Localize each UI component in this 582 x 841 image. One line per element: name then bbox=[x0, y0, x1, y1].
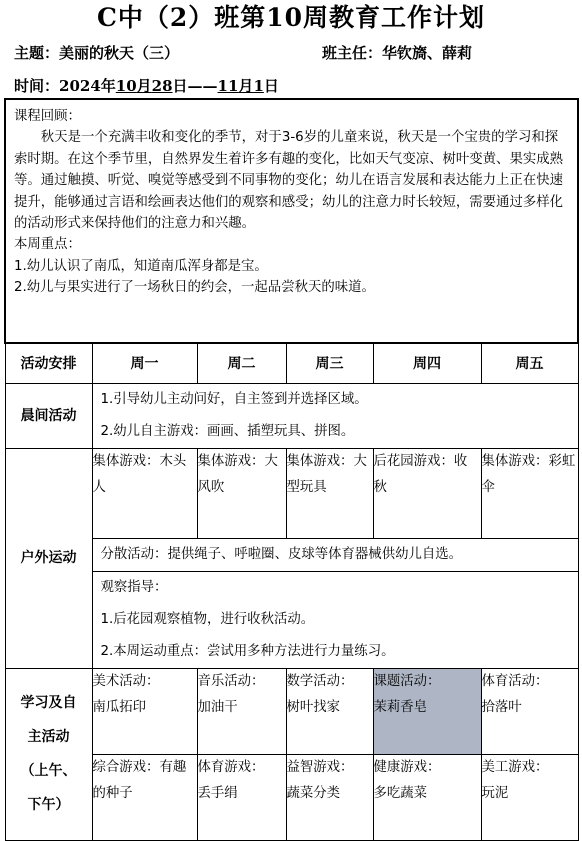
day-header-wed: 周三 bbox=[286, 343, 373, 383]
focus-item: 1.幼儿认识了南瓜，知道南瓜浑身都是宝。 bbox=[14, 258, 268, 274]
outdoor-game-mon: 集体游戏：木头人 bbox=[92, 448, 197, 538]
end-day: 1 bbox=[253, 77, 264, 95]
scattered-activity bbox=[92, 538, 578, 571]
corner-header: 活动安排 bbox=[5, 343, 92, 383]
review-paragraph: 秋天是一个充满丰收和变化的季节，对于3-6岁的儿童来说，秋天是一个宝贵的学习和探索时期。在这个季节里，自然界发生着许多有趣的变化，比如天气变凉、树叶变黄、果实成熟等。通过触摸、听觉、嗅觉等感受到不同事物的变化；幼儿在语言发展和表达能力上正在快速提升，能够通过言语和绘画表达他们的观察和感受；幼儿的注意力时长较短，需要通过多样化的活动形式来保持他们的注意力和兴趣。 bbox=[14, 130, 564, 232]
morning-item: 1.引导幼儿主动问好，自主签到并选择区域。 bbox=[100, 391, 368, 407]
time-line bbox=[14, 75, 279, 96]
day-header-tue: 周二 bbox=[197, 343, 286, 383]
review-heading: 课程回顾： bbox=[14, 109, 81, 124]
month-char: 月 bbox=[238, 77, 254, 95]
start-month: 10 bbox=[115, 77, 137, 95]
course-review-section bbox=[5, 99, 578, 343]
study-pm-tue: 体育游戏： 丢手绢 bbox=[197, 754, 286, 840]
observation-guidance bbox=[92, 571, 578, 668]
study-pm-wed: 益智游戏： 蔬菜分类 bbox=[286, 754, 373, 840]
theme-line bbox=[14, 42, 179, 63]
end-month: 11 bbox=[217, 77, 239, 95]
theme-label: 主题： bbox=[14, 44, 60, 62]
month-char: 月 bbox=[136, 77, 152, 95]
outdoor-game-thu: 后花园游戏：收秋 bbox=[373, 448, 481, 538]
study-am-wed: 数学活动： 树叶找家 bbox=[286, 668, 373, 754]
page-title: C中（2）班第10周教育工作计划 bbox=[96, 3, 486, 32]
observe-item: 2.本周运动重点：尝试用多种方法进行力量练习。 bbox=[100, 643, 395, 659]
day-char: 日 bbox=[263, 77, 279, 95]
theme-value: 美丽的秋天（三） bbox=[59, 44, 180, 62]
study-pm-fri: 美工游戏： 玩泥 bbox=[481, 754, 578, 840]
outdoor-game-tue: 集体游戏：大风吹 bbox=[197, 448, 286, 538]
study-label-line: （上午、 bbox=[20, 763, 77, 779]
study-am-fri: 体育活动： 拾落叶 bbox=[481, 668, 578, 754]
year: 2024年 bbox=[59, 77, 116, 95]
plan-table bbox=[4, 98, 579, 841]
study-label-line: 下午） bbox=[27, 797, 70, 813]
study-am-tue: 音乐活动： 加油干 bbox=[197, 668, 286, 754]
outdoor-game-wed: 集体游戏：大型玩具 bbox=[286, 448, 373, 538]
teacher-line bbox=[322, 42, 472, 63]
day-char: 日 bbox=[172, 77, 188, 95]
study-label-line: 学习及自 bbox=[20, 695, 77, 711]
study-label-line: 主活动 bbox=[27, 729, 70, 745]
day-header-fri: 周五 bbox=[481, 343, 578, 383]
morning-item: 2.幼儿自主游戏：画画、插塑玩具、拼图。 bbox=[100, 423, 355, 439]
focus-heading: 本周重点： bbox=[14, 237, 81, 253]
morning-activities bbox=[92, 383, 578, 448]
time-label: 时间： bbox=[14, 77, 60, 95]
day-header-mon: 周一 bbox=[92, 343, 197, 383]
observe-item: 1.后花园观察植物，进行收秋活动。 bbox=[100, 611, 315, 627]
study-pm-thu: 健康游戏： 多吃蔬菜 bbox=[373, 754, 481, 840]
teacher-value: 华钦旖、薛莉 bbox=[382, 44, 473, 62]
start-day: 28 bbox=[151, 77, 173, 95]
study-am-thu-highlighted: 课题活动： 茉莉香皂 bbox=[373, 668, 481, 754]
study-am-mon: 美术活动： 南瓜拓印 bbox=[92, 668, 197, 754]
morning-label: 晨间活动 bbox=[5, 383, 92, 448]
teacher-label: 班主任： bbox=[322, 44, 383, 62]
focus-item: 2.幼儿与果实进行了一场秋日的约会，一起品尝秋天的味道。 bbox=[14, 280, 375, 296]
study-pm-mon: 综合游戏：有趣的种子 bbox=[92, 754, 197, 840]
outdoor-game-fri: 集体游戏：彩虹伞 bbox=[481, 448, 578, 538]
study-label bbox=[5, 668, 92, 840]
outdoor-label: 户外运动 bbox=[5, 448, 92, 668]
date-dash: —— bbox=[187, 77, 218, 95]
scattered-text: 分散活动：提供绳子、呼啦圈、皮球等体育器械供幼儿自选。 bbox=[100, 546, 463, 562]
observe-heading: 观察指导： bbox=[100, 579, 168, 595]
day-header-thu: 周四 bbox=[373, 343, 481, 383]
